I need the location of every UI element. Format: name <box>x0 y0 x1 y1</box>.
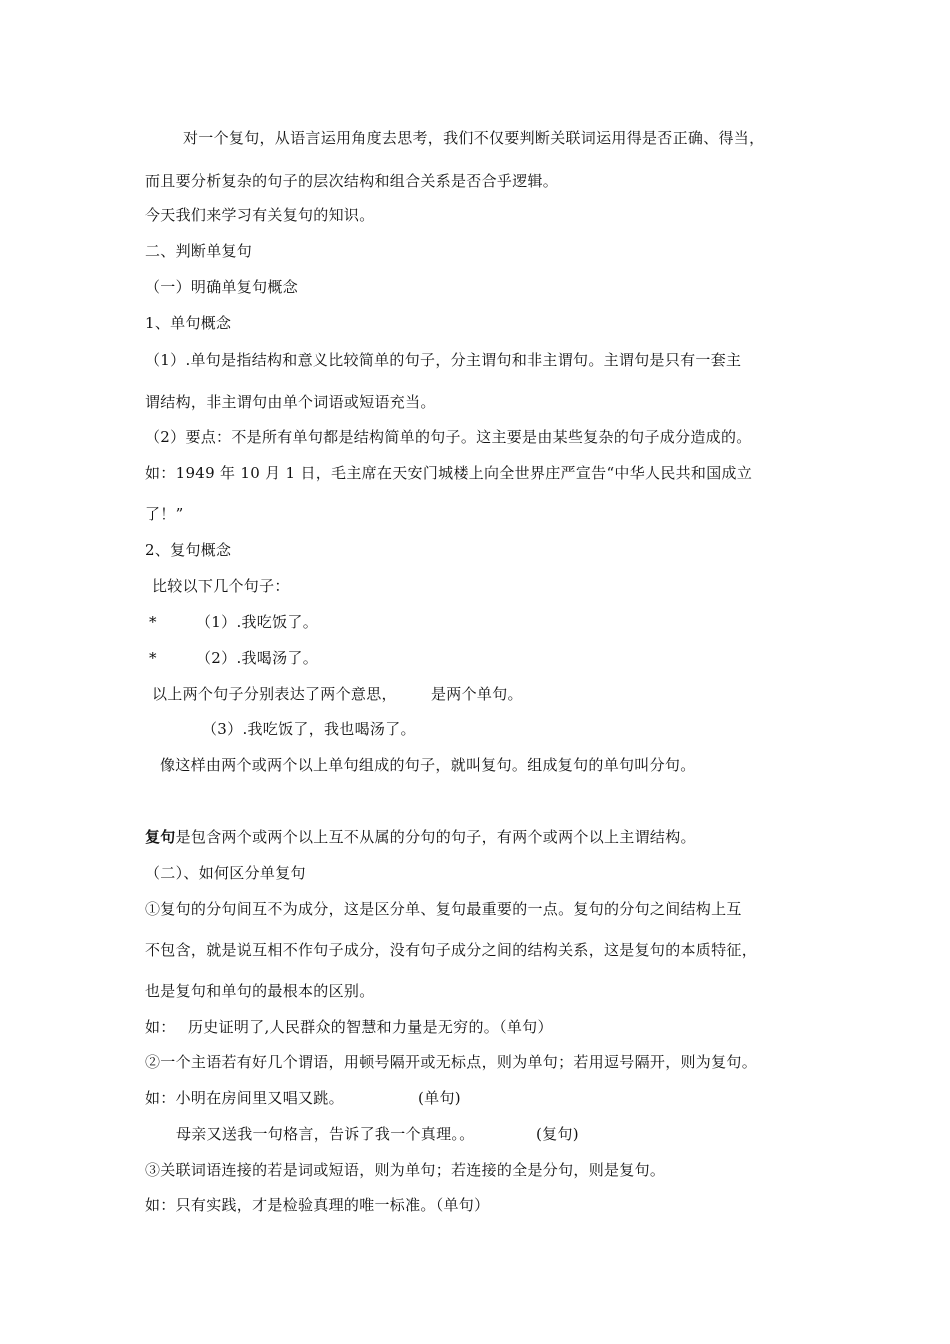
definition-line-1: （1）.单句是指结构和意义比较简单的句子，分主谓句和非主谓句。主谓句是只有一套主 <box>145 351 742 369</box>
rule-2-example-1-tag: (单句) <box>418 1089 461 1107</box>
bullet-marker-1: * <box>149 613 157 631</box>
complex-term: 复句 <box>145 828 176 846</box>
definition-line-2: 谓结构，非主谓句由单个词语或短语充当。 <box>145 393 436 411</box>
example-line-2: 了！” <box>145 505 184 523</box>
compare-intro: 比较以下几个句子： <box>152 577 290 595</box>
key-point-line: （2）要点：不是所有单句都是结构简单的句子。这主要是由某些复杂的句子成分造成的。 <box>145 428 752 446</box>
rule-2-example-2-tag: (复句) <box>536 1125 579 1143</box>
section-heading-2: 二、判断单复句 <box>145 242 253 260</box>
complex-definition-line <box>145 827 696 847</box>
subsection-heading-2: （二）、如何区分单复句 <box>145 864 306 882</box>
rule-2-line: ②一个主语若有好几个谓语，用顿号隔开或无标点，则为单句；若用逗号隔开，则为复句。 <box>145 1053 758 1071</box>
rule-1-example-sentence: 历史证明了,人民群众的智慧和力量是无穷的。（单句） <box>188 1018 553 1036</box>
item-heading-simple-sentence: 1、单句概念 <box>145 314 232 332</box>
summary-part-1: 以上两个句子分别表达了两个意思， <box>152 685 397 703</box>
example-sentence-3: （3）.我吃饭了，我也喝汤了。 <box>202 720 416 738</box>
rule-2-example-1: 如：小明在房间里又唱又跳。 <box>145 1089 344 1107</box>
subsection-heading-1: （一）明确单复句概念 <box>145 278 299 296</box>
rule-1-line-1: ①复句的分句间互不为成分，这是区分单、复句最重要的一点。复句的分句之间结构上互 <box>145 900 742 918</box>
paragraph-intro-line-1: 对一个复句，从语言运用角度去思考，我们不仅要判断关联词运用得是否正确、得当， <box>183 129 765 147</box>
complex-definition-intro: 像这样由两个或两个以上单句组成的句子，就叫复句。组成复句的单句叫分句。 <box>160 756 696 774</box>
bullet-marker-2: * <box>149 649 157 667</box>
item-heading-complex-sentence: 2、复句概念 <box>145 541 232 559</box>
rule-1-line-2: 不包含，就是说互相不作句子成分，没有句子成分之间的结构关系，这是复句的本质特征， <box>145 941 758 959</box>
rule-1-line-3: 也是复句和单句的最根本的区别。 <box>145 982 375 1000</box>
paragraph-today: 今天我们来学习有关复句的知识。 <box>145 206 375 224</box>
paragraph-intro-line-2: 而且要分析复杂的句子的层次结构和组合关系是否合乎逻辑。 <box>145 172 559 190</box>
example-sentence-1: （1）.我吃饭了。 <box>196 613 319 631</box>
rule-2-example-2: 母亲又送我一句格言，告诉了我一个真理。。 <box>176 1125 475 1143</box>
example-sentence-2: （2）.我喝汤了。 <box>196 649 319 667</box>
rule-3-line: ③关联词语连接的若是词或短语，则为单句；若连接的全是分句，则是复句。 <box>145 1161 666 1179</box>
summary-part-2: 是两个单句。 <box>431 685 523 703</box>
complex-term-definition: 是包含两个或两个以上互不从属的分句的句子，有两个或两个以上主谓结构。 <box>175 828 696 846</box>
rule-1-example-label: 如： <box>145 1018 176 1036</box>
example-line-1: 如：1949 年 10 月 1 日，毛主席在天安门城楼上向全世界庄严宣告“中华人民共和国成立 <box>145 464 753 482</box>
rule-3-example: 如：只有实践，才是检验真理的唯一标准。（单句） <box>145 1196 490 1214</box>
